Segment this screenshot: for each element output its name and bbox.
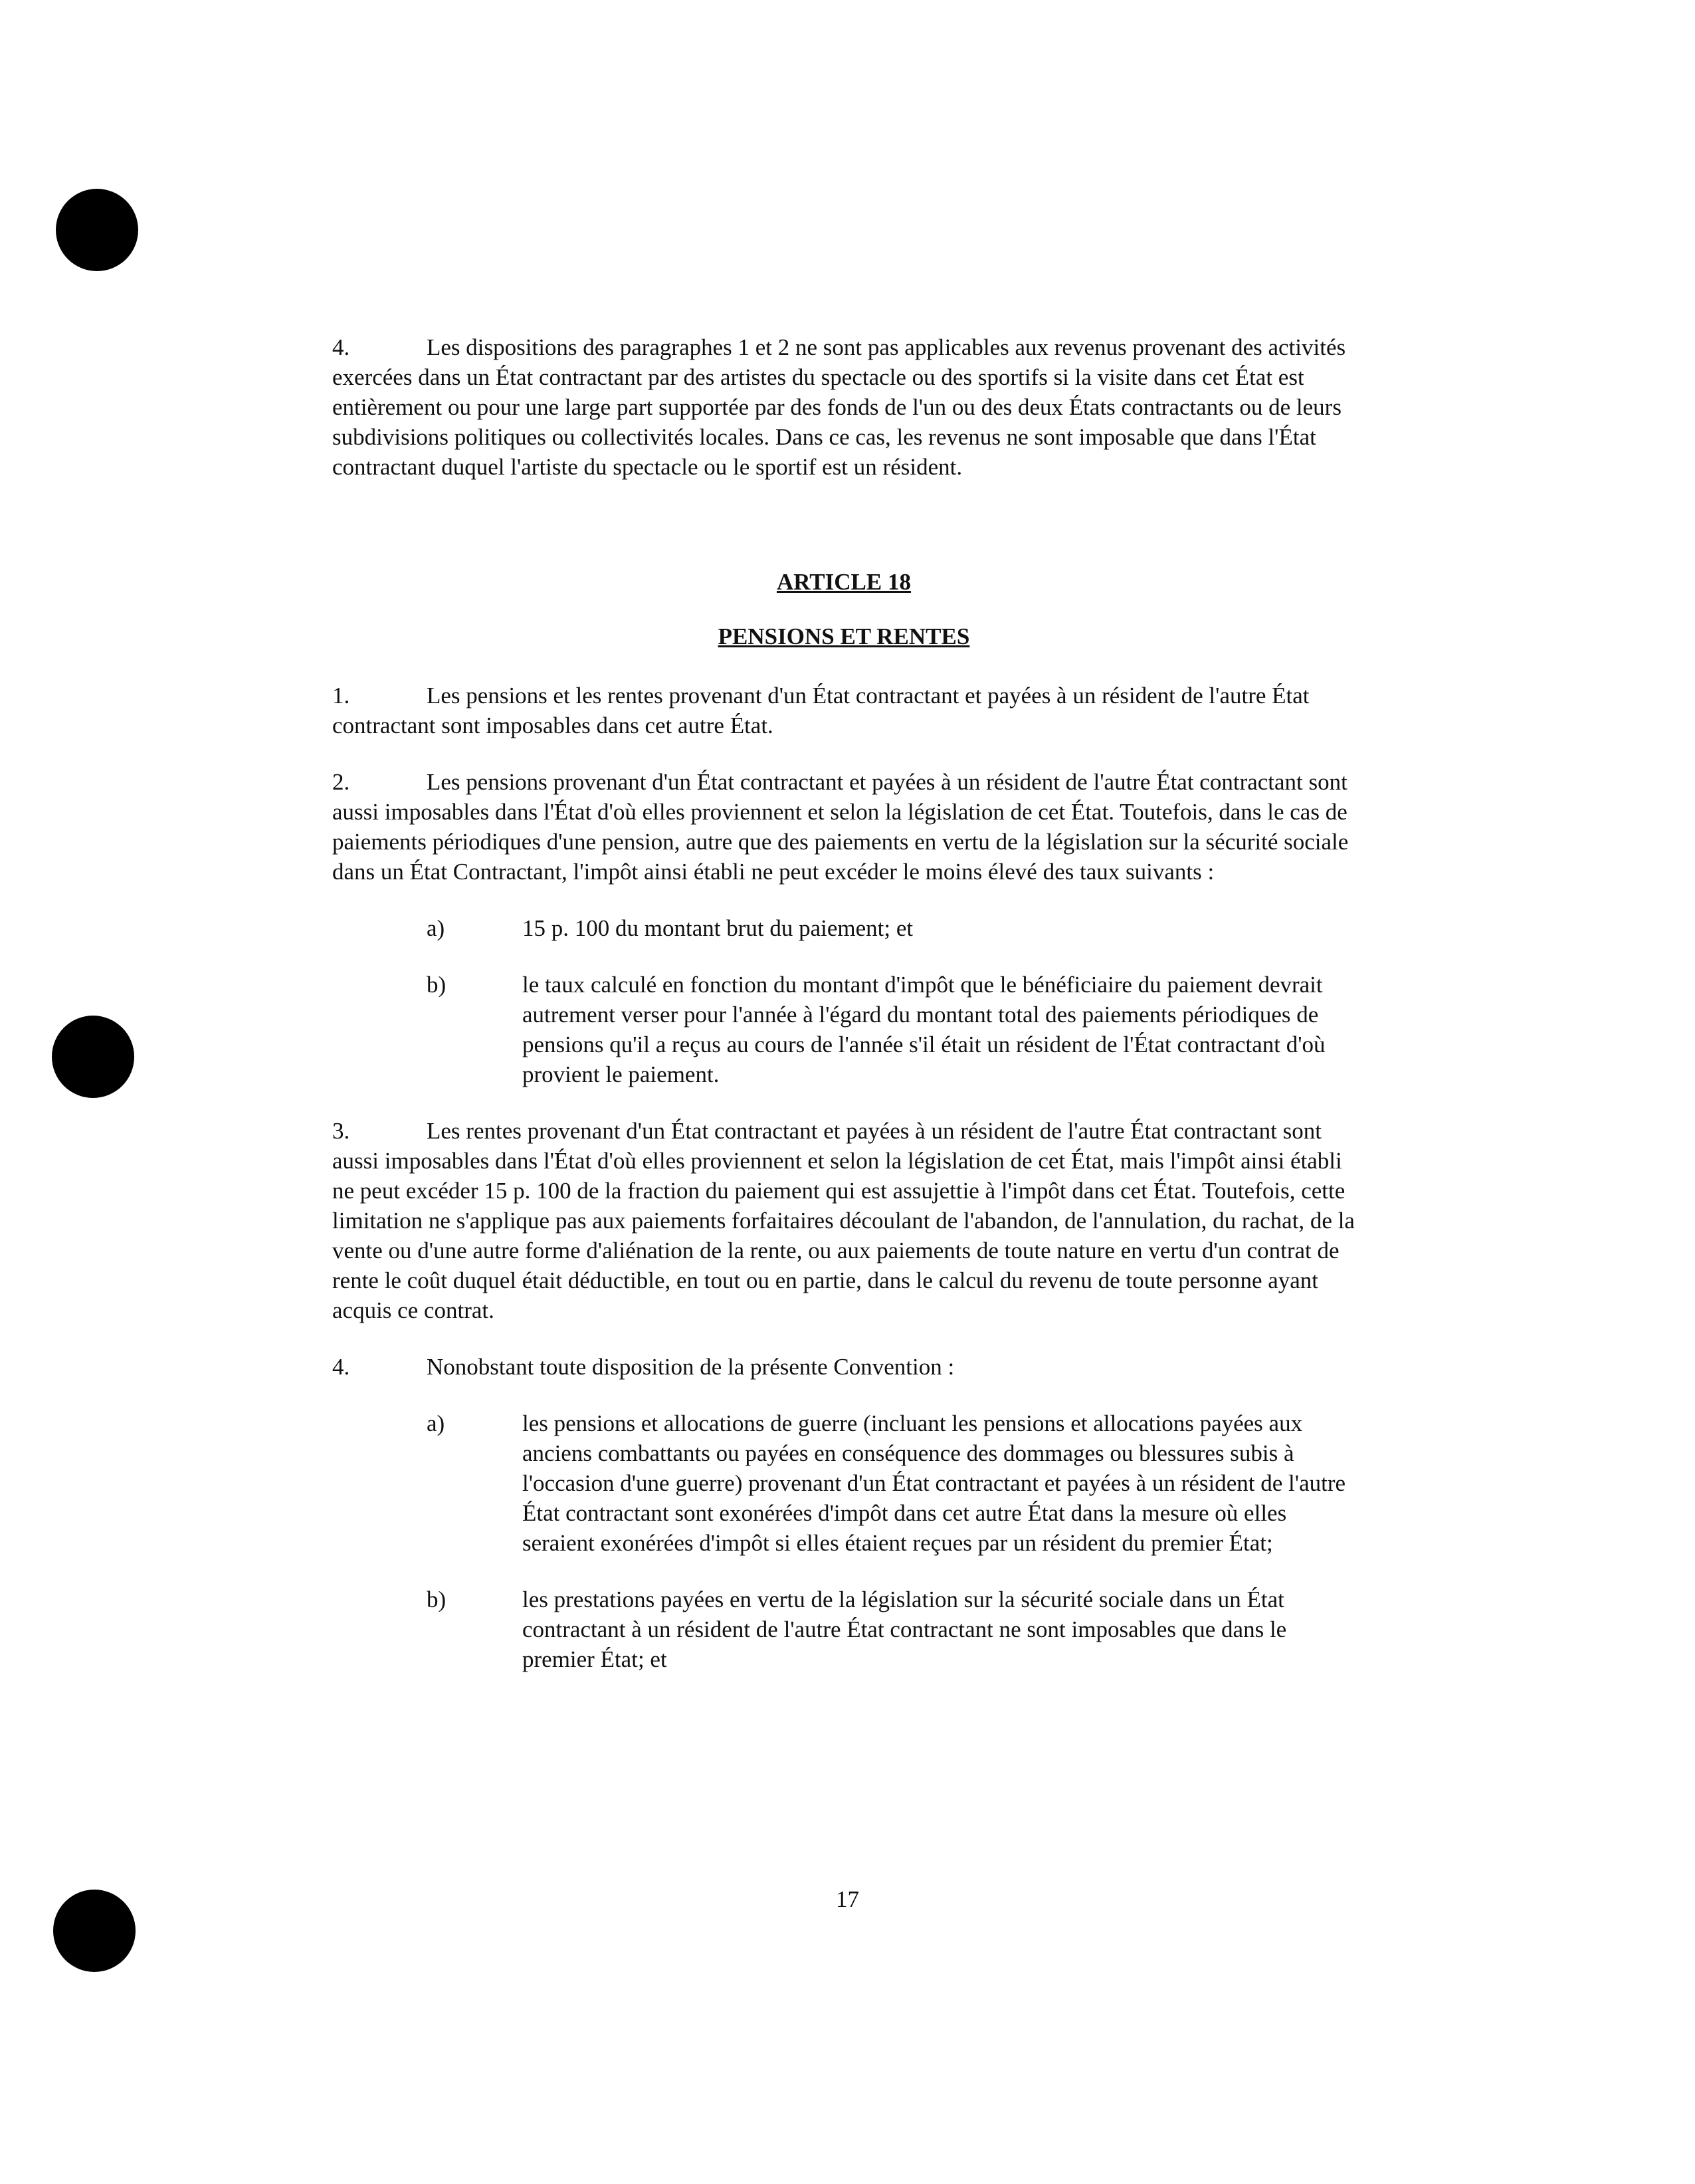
item-letter: a) [427,1410,445,1436]
paragraph-1 [332,681,1355,740]
item-letter: a) [427,915,445,941]
paragraph-text: Nonobstant toute disposition de la présente Convention : [427,1354,955,1380]
paragraph-2 [332,767,1355,887]
paragraph-3 [332,1116,1355,1325]
article-subtitle: PENSIONS ET RENTES [718,623,970,649]
paragraph-text: Les pensions provenant d'un État contractant et payées à un résident de l'autre État contractant sont aussi imposables dans l'État d'où elles proviennent et selon la législation de cet État. Toutefois, dans le cas de paiements périodiques d'une pension, autre que des paiements en vertu de la législation sur la sécurité sociale dans un État Contractant, l'impôt ainsi établi ne peut excéder le moins élevé des taux suivants : [332,769,1349,885]
item-text: les pensions et allocations de guerre (incluant les pensions et allocations payées aux anciens combattants ou payées en conséquence des dommages ou blessures subis à l'occasion d'une guerre) provenant d'un État contractant et payées à un résident de l'autre État contractant sont exonérées d'impôt dans cet autre État dans la mesure où elles seraient exonérées d'impôt si elles étaient reçues par un résident du premier État; [522,1410,1346,1556]
document-page [332,332,1355,1674]
page-number: 17 [836,1886,859,1912]
punch-hole-middle [52,1016,134,1098]
paragraph-number: 1. [332,683,350,709]
item-letter: b) [427,1586,447,1612]
paragraph-number: 2. [332,769,350,795]
paragraph-2-item-b [332,970,1355,1089]
paragraph-4-item-a [332,1408,1355,1558]
item-letter: b) [427,972,447,998]
paragraph-text: Les rentes provenant d'un État contractant et payées à un résident de l'autre État contractant sont aussi imposables dans l'État d'où elles proviennent et selon la législation de cet État, mais l'impôt ainsi établi ne peut excéder 15 p. 100 de la fraction du paiement qui est assujettie à l'impôt dans cet État. Toutefois, cette limitation ne s'applique pas aux paiements forfaitaires découlant de l'abandon, de l'annulation, du rachat, de la vente ou d'une autre forme d'aliénation de la rente, ou aux paiements de toute nature en vertu d'un contrat de rente le coût duquel était déductible, en tout ou en partie, dans le calcul du revenu de toute personne ayant acquis ce contrat. [332,1118,1355,1323]
item-text: 15 p. 100 du montant brut du paiement; et [522,915,914,941]
paragraph-number: 4. [332,334,350,360]
item-text: le taux calculé en fonction du montant d'impôt que le bénéficiaire du paiement devrait autrement verser pour l'année à l'égard du montant total des paiements périodiques de pensions qu'il a reçus au cours de l'année s'il était un résident de l'État contractant d'où provient le paiement. [522,972,1326,1087]
paragraph-text: Les dispositions des paragraphes 1 et 2 ne sont pas applicables aux revenus provenant des activités exercées dans un État contractant par des artistes du spectacle ou des sportifs si la visite dans cet État est entièrement ou pour une large part supportée par des fonds de l'un ou des deux États contractants ou de leurs subdivisions politiques ou collectivités locales. Dans ce cas, les revenus ne sont imposable que dans l'État contractant duquel l'artiste du spectacle ou le sportif est un résident. [332,334,1346,480]
paragraph-4 [332,1352,1355,1382]
paragraph-4-previous-article [332,332,1355,482]
paragraph-number: 3. [332,1118,350,1144]
item-text: les prestations payées en vertu de la législation sur la sécurité sociale dans un État contractant à un résident de l'autre État contractant ne sont imposables que dans le premier État; et [522,1586,1287,1672]
article-title: ARTICLE 18 [776,569,911,595]
punch-hole-top [56,189,138,271]
paragraph-4-item-b [332,1584,1355,1674]
paragraph-text: Les pensions et les rentes provenant d'un État contractant et payées à un résident de l'autre État contractant sont imposables dans cet autre État. [332,683,1310,738]
paragraph-2-item-a [332,913,1355,943]
paragraph-number: 4. [332,1354,350,1380]
